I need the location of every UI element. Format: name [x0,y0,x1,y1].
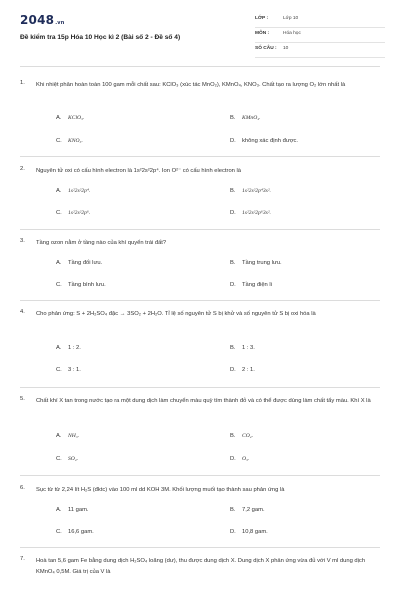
option-text: 1s²2s²2p⁶3s². [242,210,271,216]
class-value: Lớp 10 [283,16,299,21]
option-d[interactable] [230,138,298,144]
option-b[interactable] [230,115,261,121]
option-letter: A. [56,188,62,194]
option-text: 7,2 gam. [242,507,265,513]
option-letter: C. [56,210,62,216]
option-letter: B. [230,507,236,513]
option-letter: C. [56,282,62,288]
option-letter: A. [56,260,62,266]
option-d[interactable] [230,456,249,462]
option-c[interactable] [56,210,90,216]
option-letter: C. [56,138,62,144]
option-letter: D. [230,138,236,144]
option-text: SO₂. [68,456,79,462]
option-text: 1s²2s²2p⁴3s². [242,188,271,194]
option-text: 16,6 gam. [68,529,94,535]
option-text: 2 : 1. [242,367,255,373]
option-letter: C. [56,367,62,373]
question-number: 6. [20,485,25,491]
option-letter: B. [230,345,236,351]
question-7 [20,556,380,600]
question-5 [20,396,380,474]
option-a[interactable] [56,260,102,266]
option-b[interactable] [230,433,253,439]
option-text: Tầng trung lưu. [242,260,282,266]
option-letter: C. [56,456,62,462]
question-divider [20,475,380,476]
option-text: 1 : 3. [242,345,255,351]
option-text: 11 gam. [68,507,89,513]
question-2 [20,166,380,231]
option-a[interactable] [56,507,89,513]
option-b[interactable] [230,260,282,266]
question-text: Tầng ozon nằm ở tầng nào của khí quyển trái đất? [36,240,167,246]
option-a[interactable] [56,433,79,439]
option-text: 10,8 gam. [242,529,268,535]
option-letter: B. [230,188,236,194]
question-divider [20,300,380,301]
question-number: 5. [20,396,25,402]
question-divider [20,547,380,548]
option-c[interactable] [56,282,106,288]
option-letter: A. [56,345,62,351]
option-letter: D. [230,210,236,216]
question-number: 7. [20,556,25,562]
option-text: 1s²2s²2p⁶. [68,210,91,216]
option-text: NH₃. [68,433,80,439]
question-6 [20,485,380,545]
question-count-row [255,43,385,58]
option-d[interactable] [230,367,255,373]
option-text: Tầng đối lưu. [68,260,103,266]
page-title: Đề kiểm tra 15p Hóa 10 Học kì 2 (Bài số 2 - Đề số 4) [20,34,181,41]
question-count-value: 10 [283,46,289,51]
option-c[interactable] [56,367,81,373]
option-letter: D. [230,529,236,535]
option-letter: A. [56,115,62,121]
question-divider [20,229,380,230]
option-text: không xác định được. [242,138,299,144]
option-text: CO₂. [242,433,254,439]
question-count-label: SỐ CÂU : [255,46,277,51]
question-text: Sục từ từ 2,24 lít H₂S (đktc) vào 100 ml dd KOH 3M. Khối lượng muối tạo thành sau phản ứng là [36,487,285,493]
question-text: Khi nhiệt phân hoàn toàn 100 gam mỗi chất sau: KClO₃ (xúc tác MnO₂), KMnO₄, KNO₃. Chất tạo ra lượng O₂ lớn nhất là [36,82,346,88]
option-text: O₃. [242,456,250,462]
option-d[interactable] [230,529,268,535]
option-b[interactable] [230,188,271,194]
subject-label: MÔN : [255,31,270,36]
question-divider [20,156,380,157]
option-letter: D. [230,456,236,462]
option-c[interactable] [56,529,94,535]
option-d[interactable] [230,210,271,216]
question-number: 4. [20,309,25,315]
page-header [0,0,400,58]
option-text: KNO₃. [68,138,83,144]
option-text: KClO₃. [68,115,85,121]
option-c[interactable] [56,456,78,462]
question-text: Cho phản ứng: S + 2H₂SO₄ đặc → 3SO₂ + 2H₂O. Tỉ lệ số nguyên tử S bị khử và số nguyên tử S bị oxi hóa là [36,311,316,317]
option-a[interactable] [56,345,81,351]
option-letter: D. [230,282,236,288]
subject-row [255,28,385,43]
question-1 [20,80,380,160]
question-divider [20,387,380,388]
option-letter: C. [56,529,62,535]
option-a[interactable] [56,115,84,121]
option-letter: B. [230,115,236,121]
option-letter: D. [230,367,236,373]
subject-value: Hóa học [283,31,301,36]
class-label: LỚP : [255,16,269,21]
question-number: 2. [20,166,25,172]
option-text: Tầng điện li [242,282,272,288]
option-letter: A. [56,507,62,513]
option-b[interactable] [230,507,265,513]
option-text: 1s²2s²2p⁴. [68,188,91,194]
question-number: 1. [20,80,25,86]
option-a[interactable] [56,188,90,194]
question-number: 3. [20,238,25,244]
question-3 [20,238,380,298]
option-letter: B. [230,260,236,266]
option-d[interactable] [230,282,272,288]
question-4 [20,309,380,384]
option-text: Tầng bình lưu. [68,282,106,288]
option-b[interactable] [230,345,255,351]
option-text: KMnO₄. [242,115,261,121]
option-letter: B. [230,433,236,439]
option-text: 1 : 2. [68,345,81,351]
question-text: Chất khí X tan trong nước tạo ra một dung dịch làm chuyển màu quỳ tím thành đỏ và có thể được dùng làm chất tẩy màu. Khí X là [36,398,371,404]
class-row [255,13,385,28]
header-divider [20,66,380,67]
question-text: Hoà tan 5,6 gam Fe bằng dung dịch H₂SO₄ loãng (dư), thu được dung dịch X. Dung dịch X phản ứng vừa đủ với V ml dung dịch KMnO₄ 0,5M. Giá trị của V là [36,558,366,575]
option-letter: A. [56,433,62,439]
option-text: 3 : 1. [68,367,81,373]
option-c[interactable] [56,138,83,144]
question-text: Nguyên tử oxi có cấu hình electron là 1s²2s²2p⁴. Ion O²⁻ có cấu hình electron là [36,168,242,174]
site-logo[interactable]: 2048.vn [20,13,65,27]
exam-info [255,13,385,58]
